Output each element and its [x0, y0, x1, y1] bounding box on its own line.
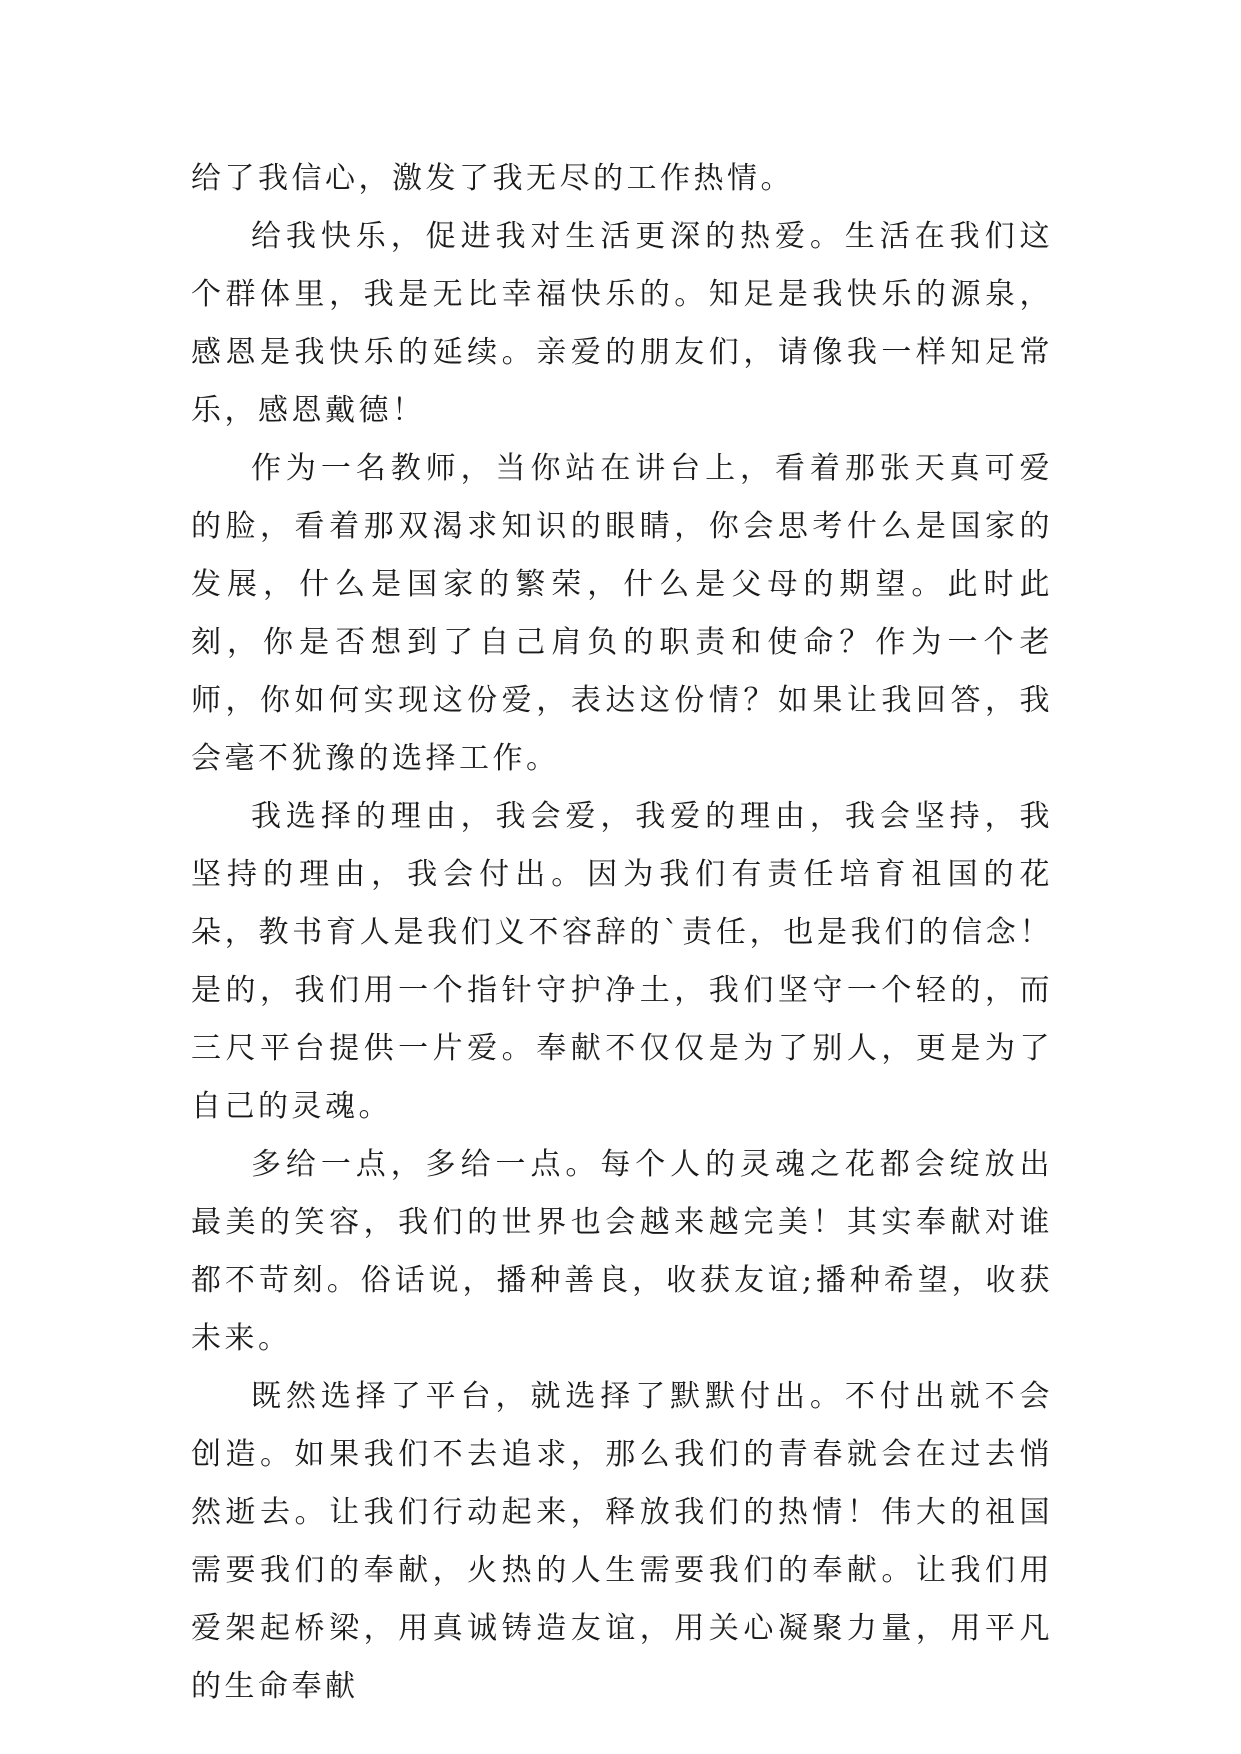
paragraph-3: 作为一名教师，当你站在讲台上，看着那张天真可爱的脸，看着那双渴求知识的眼睛，你会思考什么是国家的发展，什么是国家的繁荣，什么是父母的期望。此时此刻，你是否想到了自己肩负的职责和使命？作为一个老师，你如何实现这份爱，表达这份情？如果让我回答，我会毫不犹豫的选择工作。: [191, 451, 1053, 776]
paragraph-5: 多给一点，多给一点。每个人的灵魂之花都会绽放出最美的笑容，我们的世界也会越来越完美！其实奉献对谁都不苛刻。俗话说，播种善良，收获友谊;播种希望，收获未来。: [191, 1147, 1053, 1356]
paragraph-1: 给了我信心，激发了我无尽的工作热情。: [191, 161, 794, 196]
paragraph-4: 我选择的理由，我会爱，我爱的理由，我会坚持，我坚持的理由，我会付出。因为我们有责任培育祖国的花朵，教书育人是我们义不容辞的`责任，也是我们的信念！是的，我们用一个指针守护净土，我们坚守一个轻的，而三尺平台提供一片爱。奉献不仅仅是为了别人，更是为了自己的灵魂。: [191, 799, 1053, 1124]
paragraph-2: 给我快乐，促进我对生活更深的热爱。生活在我们这个群体里，我是无比幸福快乐的。知足是我快乐的源泉，感恩是我快乐的延续。亲爱的朋友们，请像我一样知足常乐，感恩戴德！: [191, 219, 1053, 428]
document-body: [191, 150, 1053, 1716]
paragraph-6: 既然选择了平台，就选择了默默付出。不付出就不会创造。如果我们不去追求，那么我们的青春就会在过去悄然逝去。让我们行动起来，释放我们的热情！伟大的祖国需要我们的奉献，火热的人生需要我们的奉献。让我们用爱架起桥梁，用真诚铸造友谊，用关心凝聚力量，用平凡的生命奉献: [191, 1379, 1053, 1704]
